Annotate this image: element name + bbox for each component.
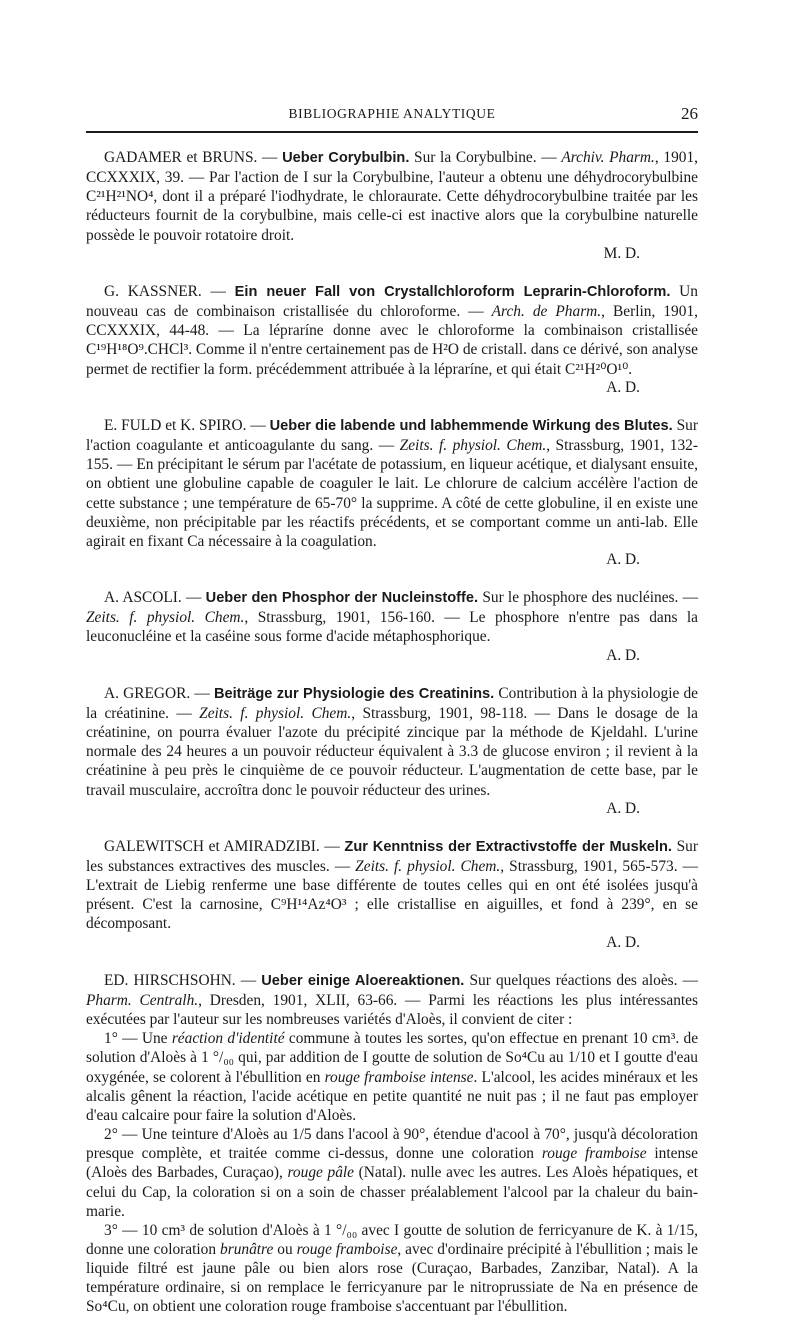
item-text: ou bbox=[277, 1240, 293, 1258]
item-emphasis: rouge framboise bbox=[541, 1145, 647, 1163]
entry-signature: A. D. bbox=[606, 378, 640, 396]
entry-body: , 1901, CCXXXIX, 39. — Par l'action de I sur la Corybulbine, l'auteur a obtenu une déhydrocorybulbine C²¹H²¹NO⁴, dont il a préparé l'iodhydrate, le chloraurate. Cette déhydrocorybulbine traitée par les réducteurs fournit de la corybulbine, mais celle-ci est inactive alors que la corybulbine naturelle possède le pouvoir rotatoire droit. bbox=[86, 149, 698, 244]
entry-journal: Arch. de Pharm. bbox=[491, 303, 602, 321]
entry-authors: E. FULD et K. SPIRO. bbox=[104, 416, 247, 434]
entry-body: , Strassburg, 1901, 565-573. — L'extrait de Liebig renferme une base différente de toutes celles qui en ont été isolées jusqu'à présent. C'est la carnosine, C⁹H¹⁴Az⁴O³ ; elle cristallise en aiguilles, et fond à 239°, en se décomposant. bbox=[86, 858, 698, 933]
entry-title: Ueber die labende und labhemmende Wirkung des Blutes. bbox=[269, 417, 673, 434]
bibliography-entry bbox=[86, 684, 698, 818]
entry-paragraph bbox=[86, 837, 698, 934]
entry-signature: A. D. bbox=[606, 550, 640, 568]
entry-summary: Sur quelques réactions des aloès. — bbox=[469, 971, 698, 989]
item-text: , avec d'ordinaire précipité à l'ébullition ; mais le liquide filtré est jaune pâle ou bien alors rose (Curaçao, Barbades, Zanzibar, Natal). A la température ordinaire, si on remplace le ferricyanure par le nitroprussiate de Na en présence de So⁴Cu, on obtient une coloration rouge framboise s'accentuant par l'ébullition. bbox=[86, 1240, 699, 1316]
entry-summary: Contribution à la physiologie de la créatinine. — bbox=[86, 684, 698, 722]
entry-summary: Sur l'action coagulante et anticoagulante du sang. — bbox=[86, 416, 698, 455]
entry-journal: Zeits. f. physiol. Chem. bbox=[399, 437, 547, 455]
bibliography-entry bbox=[86, 837, 698, 952]
entry-journal: Zeits. f. physiol. Chem. bbox=[86, 609, 245, 627]
entry-authors: GALEWITSCH et AMIRADZIBI. — bbox=[104, 837, 340, 855]
entry-authors: A. ASCOLI. bbox=[104, 589, 182, 607]
item-text: intense (Aloès des Barbades, Curaçao), bbox=[86, 1145, 698, 1182]
entry-body: , Strassburg, 1901, 98-118. — Dans le dosage de la créatinine, on pourra évaluer l'azote du précipité zincique par la méthode de Kjeldahl. L'urine normale des 24 heures a un pouvoir réducteur équivalent à 3.3 de glucose environ ; il revient à la créatinine à peu près le cinquième de ce pouvoir réducteur. L'augmentation de cette base, par le travail musculaire, accroîtra donc le pouvoir réducteur des urines. bbox=[86, 704, 698, 799]
entry-title: Zur Kenntniss der Extractivstoffe der Muskeln. bbox=[344, 838, 672, 855]
bibliography-entry bbox=[86, 416, 698, 569]
entry-title: Beiträge zur Physiologie des Creatinins. bbox=[213, 685, 495, 702]
entry-signature: A. D. bbox=[606, 933, 640, 951]
reaction-item bbox=[86, 1221, 698, 1317]
entry-title: Ein neuer Fall von Crystallchloroform Leprarin-Chloroform. bbox=[234, 283, 671, 300]
entry-summary: Sur les substances extractives des muscles. — bbox=[86, 837, 698, 875]
item-text: . L'alcool, les acides minéraux et les alcalis gênent la réaction, l'acide acétique en petite quantité ne nuit pas ; il ne faut pas employer d'eau calcaire pour faire la solution d'Aloès. bbox=[86, 1068, 698, 1124]
item-text: (Natal). nulle avec les autres. Les Aloès hépatiques, et celui du Cap, la coloration si on a soin de chasser préalablement l'alcool par la chaleur du bain-marie. bbox=[86, 1164, 698, 1220]
entry-authors: ED. HIRSCHSOHN. — bbox=[104, 971, 257, 989]
item-emphasis: réaction d'identité bbox=[171, 1030, 285, 1048]
entry-summary: Sur la Corybulbine. — bbox=[414, 149, 557, 166]
header-rule bbox=[86, 131, 698, 133]
entry-paragraph: A. ASCOLI. — Ueber den Phosphor der Nucleinstoffe. Sur le phosphore des nucléines. — Zeits. f. physiol. Chem., Strassburg, 1901, 156-160. — Le phosphore n'entre pas dans la leuconucléine et la caséine sous forme d'acide métaphosphorique. bbox=[86, 589, 699, 646]
item-text: commune à toutes les sortes, qu'on effectue en prenant 10 cm³. de solution d'Aloès à 1 °/₀₀ qui, par addition de I goutte de solution de So⁴Cu au 1/10 et I goutte d'eau oxygénée, se colorent à l'ébullition en bbox=[86, 1030, 699, 1086]
bibliography-entry bbox=[86, 282, 698, 397]
entry-summary: Un nouveau cas de combinaison cristallisée du chloroforme. — bbox=[86, 282, 698, 321]
entry-signature: A. D. bbox=[606, 646, 640, 664]
item-text: 2° — Une teinture d'Aloès au 1/5 dans l'acool à 90°, étendue d'acool à 70°, jusqu'à décoloration presque complète, et traitée comme ci-dessus, donne une coloration bbox=[86, 1126, 698, 1163]
reaction-item bbox=[86, 1029, 698, 1125]
reaction-item bbox=[86, 1125, 698, 1221]
entry-paragraph: E. FULD et K. SPIRO. — Ueber die labende und labhemmende Wirkung des Blutes. Sur l'action coagulante et anticoagulante du sang. — Zeits. f. physiol. Chem., Strassburg, 1901, 132-155. — En précipitant le sérum par l'acétate de potassium, en liqueur acétique, et dialysant ensuite, on obtient une globuline capable de coaguler le lait. Le chlorure de calcium accélère l'action de cette substance ; une température de 65-70° la supprime. A côté de cette globuline, il en existe une deuxième, non précipitable par les réactifs précédents, et se comportant comme un anti-lab. Elle agirait en fixant Ca nécessaire à la coagulation. bbox=[86, 416, 698, 550]
bibliography-entry bbox=[86, 588, 698, 665]
entry-journal: Pharm. Centralh. bbox=[86, 991, 199, 1009]
entry-body: , Dresden, 1901, XLII, 63-66. — Parmi les réactions les plus intéressantes exécutées par l'auteur sur les nombreuses variétés d'Aloès, il convient de citer : bbox=[86, 991, 698, 1029]
item-emphasis: rouge pâle bbox=[287, 1164, 354, 1182]
bibliography-entry bbox=[86, 148, 698, 263]
entry-journal: Zeits. f. physiol. Chem. bbox=[355, 858, 501, 875]
entry-signature: M. D. bbox=[603, 244, 640, 262]
entry-authors: A. GREGOR. bbox=[104, 684, 191, 702]
item-emphasis: rouge framboise intense bbox=[324, 1068, 474, 1086]
entry-paragraph bbox=[86, 971, 698, 1029]
entry-body: , Strassburg, 1901, 156-160. — Le phosphore n'entre pas dans la leuconucléine et la caséine sous forme d'acide métaphosphorique. bbox=[86, 609, 699, 646]
entry-signature: A. D. bbox=[606, 799, 640, 817]
entry-authors: G. KASSNER. bbox=[104, 282, 202, 300]
entry-body: , Strassburg, 1901, 132-155. — En précipitant le sérum par l'acétate de potassium, en liqueur acétique, et dialysant ensuite, on obtient une globuline capable de coaguler le lait. Le chlorure de calcium accélère l'action de cette substance ; une température de 65-70° la supprime. A côté de cette globuline, il en existe une deuxième, non précipitable par les réactifs précédents, et se comportant comme un anti-lab. Elle agirait en fixant Ca nécessaire à la coagulation. bbox=[86, 437, 698, 550]
entry-summary: Sur le phosphore des nucléines. — bbox=[482, 589, 698, 607]
entry-title: Ueber den Phosphor der Nucleinstoffe. bbox=[205, 590, 479, 607]
item-text: 3° — 10 cm³ de solution d'Aloès à 1 °/₀₀ avec I goutte de solution de ferricyanure de K. à 1/15, donne une coloration bbox=[86, 1221, 698, 1258]
entry-journal: Archiv. Pharm. bbox=[561, 149, 655, 166]
page-number: 26 bbox=[681, 104, 698, 123]
bibliography-body bbox=[86, 148, 698, 1336]
page-header bbox=[86, 104, 698, 124]
entry-body: , Berlin, 1901, CCXXXIX, 44-48. — La lépraríne donne avec le chloroforme la combinaison cristallisée C¹⁹H¹⁸O⁹.CHCl³. Comme il n'entre certainement pas de H²O de cristall. dans ce dérivé, son analyse permet de rectifier la form. précédemment attribuée à la lépraríne, et qui était C²¹H²⁰O¹⁰. bbox=[86, 303, 698, 378]
bibliography-entry bbox=[86, 971, 698, 1317]
entry-paragraph: G. KASSNER. — Ein neuer Fall von Crystallchloroform Leprarin-Chloroform. Un nouveau cas de combinaison cristallisée du chloroforme. — Arch. de Pharm., Berlin, 1901, CCXXXIX, 44-48. — La lépraríne donne avec le chloroforme la combinaison cristallisée C¹⁹H¹⁸O⁹.CHCl³. Comme il n'entre certainement pas de H²O de cristall. dans ce dérivé, son analyse permet de rectifier la form. précédemment attribuée à la lépraríne, et qui était C²¹H²⁰O¹⁰. bbox=[86, 282, 698, 378]
entry-title: Ueber Corybulbin. bbox=[282, 150, 410, 166]
item-emphasis: brunâtre bbox=[220, 1240, 274, 1258]
item-text: 1° — Une bbox=[104, 1030, 168, 1048]
item-emphasis: rouge framboise bbox=[296, 1240, 398, 1258]
entry-paragraph: A. GREGOR. — Beiträge zur Physiologie des Creatinins. Contribution à la physiologie de la créatinine. — Zeits. f. physiol. Chem., Strassburg, 1901, 98-118. — Dans le dosage de la créatinine, on pourra évaluer l'azote du précipité zincique par la méthode de Kjeldahl. L'urine normale des 24 heures a un pouvoir réducteur équivalent à 3.3 de glucose environ ; il revient à la créatinine à peu près le cinquième de ce pouvoir réducteur. L'augmentation de cette base, par le travail musculaire, accroîtra donc le pouvoir réducteur des urines. bbox=[86, 684, 698, 799]
entry-title: Ueber einige Aloereaktionen. bbox=[261, 972, 465, 989]
entry-authors: GADAMER et BRUNS. bbox=[104, 149, 258, 166]
running-title: BIBLIOGRAPHIE ANALYTIQUE bbox=[288, 106, 496, 121]
entry-paragraph: GADAMER et BRUNS. — Ueber Corybulbin. Sur la Corybulbine. — Archiv. Pharm., 1901, CCXXXIX, 39. — Par l'action de I sur la Corybulbine, l'auteur a obtenu une déhydrocorybulbine C²¹H²¹NO⁴, dont il a préparé l'iodhydrate, le chloraurate. Cette déhydrocorybulbine traitée par les réducteurs fournit de la corybulbine, mais celle-ci est inactive alors que la corybulbine naturelle possède le pouvoir rotatoire droit. bbox=[86, 149, 698, 244]
entry-journal: Zeits. f. physiol. Chem. bbox=[199, 704, 352, 722]
